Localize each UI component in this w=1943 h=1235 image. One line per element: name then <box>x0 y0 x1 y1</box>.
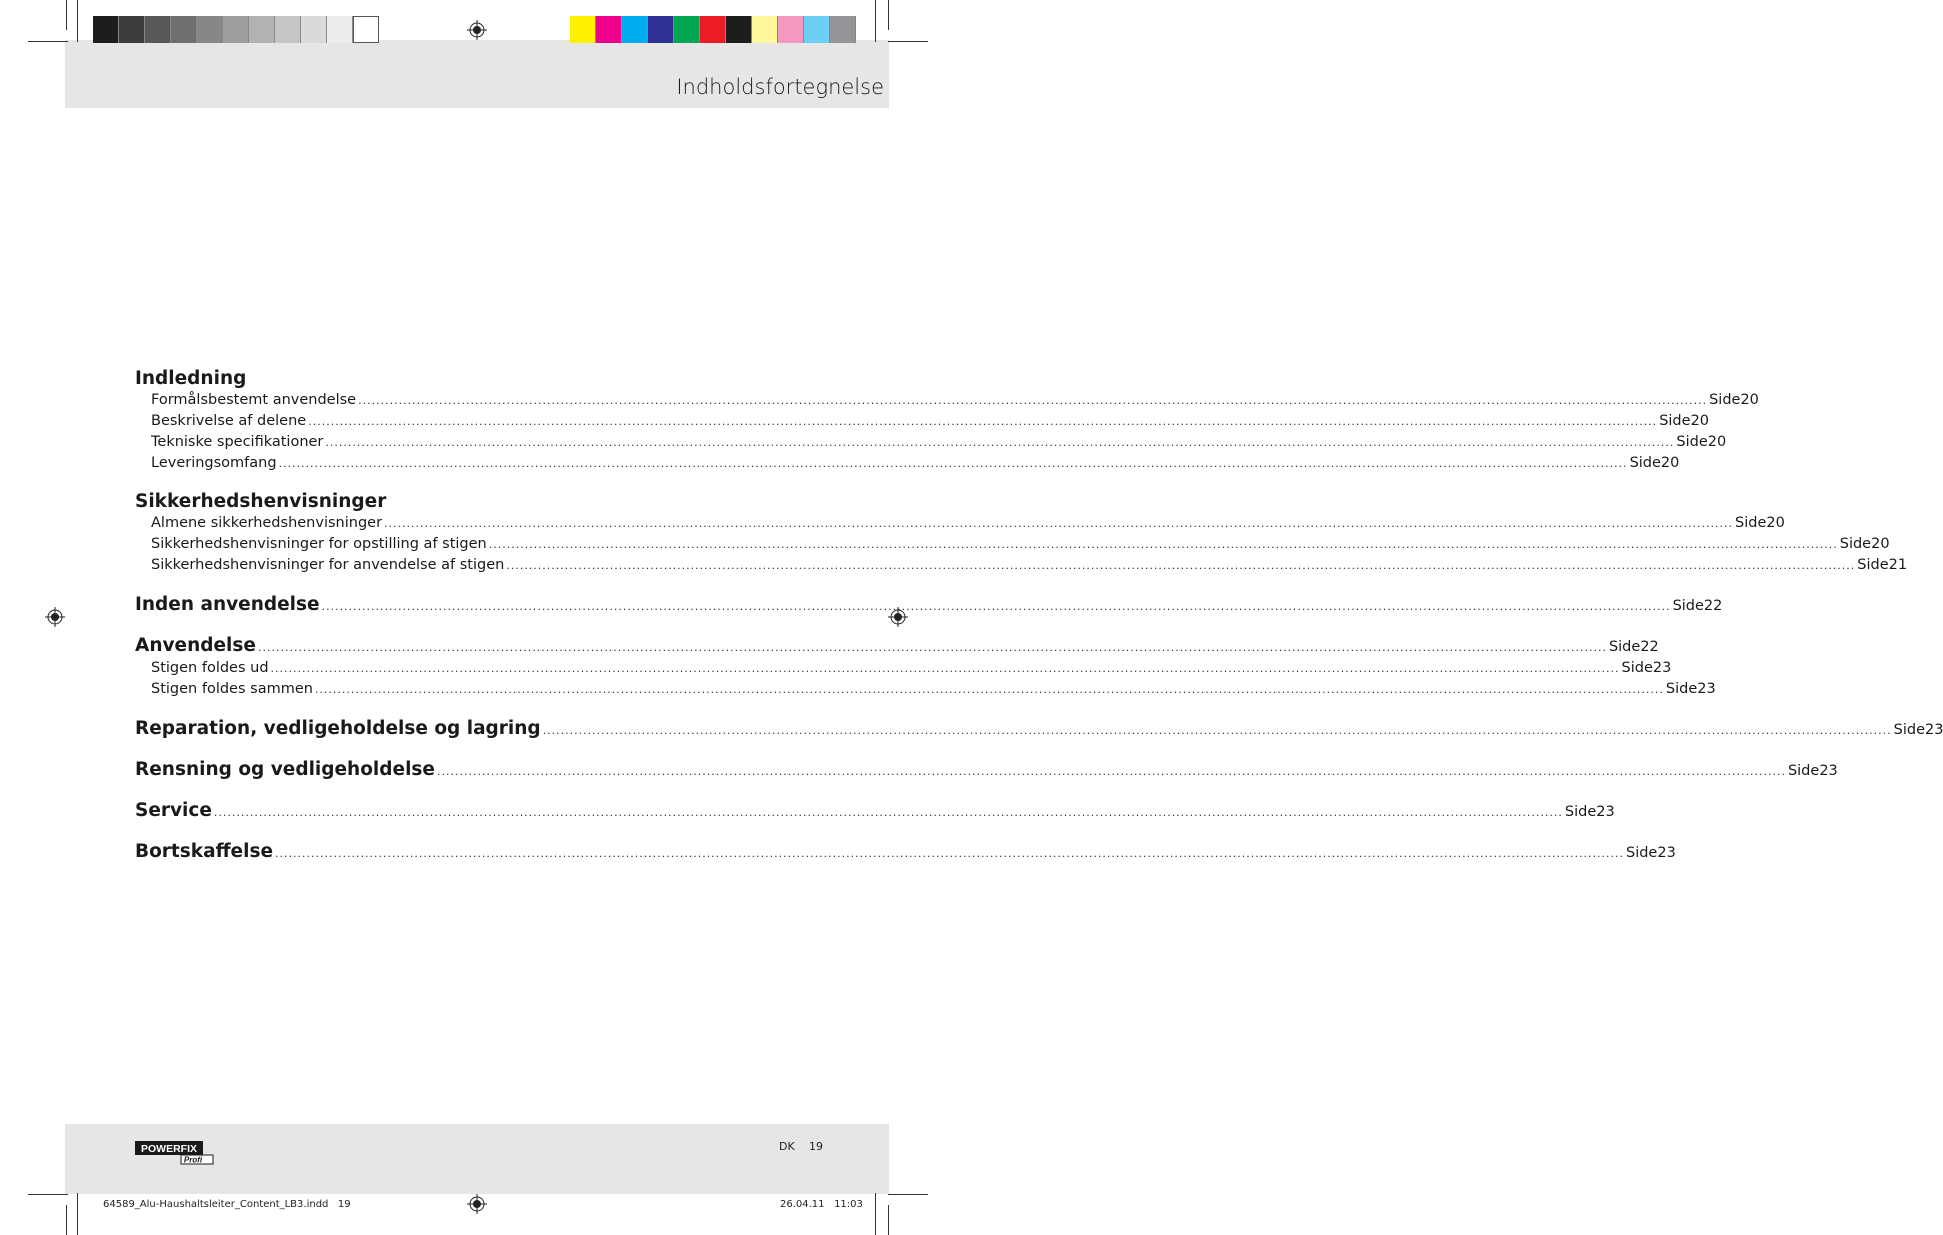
toc-page-number: 21 <box>1888 557 1908 573</box>
toc-page-word: Side <box>1659 413 1691 429</box>
toc-section <box>135 634 1716 700</box>
toc-page-word: Side <box>1672 598 1704 614</box>
toc-item-row <box>135 432 1727 453</box>
toc-leader-dots: ............................................................................................................................................................................................................................................................................................................ <box>314 683 1664 696</box>
toc-item-label: Beskrivelse af delene <box>151 413 307 429</box>
toc-leader-dots: ............................................................................................................................................................................................................................................................................................................ <box>384 517 1734 530</box>
toc-page-number: 23 <box>1596 804 1615 820</box>
process-color-swatch <box>570 16 596 43</box>
toc-item-row <box>135 411 1710 432</box>
svg-text:Profi: Profi <box>183 1155 203 1165</box>
toc-page-word: Side <box>1735 515 1767 531</box>
toc-item-row <box>135 513 1785 534</box>
toc-item-row <box>135 390 1759 411</box>
toc-item-label: Leveringsomfang <box>151 455 277 471</box>
toc-section-title: Reparation, vedligeholdelse og lagring <box>135 718 541 739</box>
toc-leader-dots: ............................................................................................................................................................................................................................................................................................................ <box>542 724 1892 737</box>
toc-section-title: Indledning <box>135 368 247 389</box>
powerfix-logo <box>135 1141 215 1169</box>
gray-swatch <box>275 16 301 43</box>
process-color-swatch <box>726 16 752 43</box>
toc-leader-dots: ............................................................................................................................................................................................................................................................................................................ <box>358 394 1708 407</box>
grayscale-color-bar <box>93 16 379 43</box>
toc-leader-dots: ............................................................................................................................................................................................................................................................................................................ <box>506 559 1856 572</box>
toc-item-label: Sikkerhedshenvisninger for anvendelse af stigen <box>151 557 505 573</box>
toc-leader-dots: ............................................................................................................................................................................................................................................................................................................ <box>308 415 1658 428</box>
toc-section-title: Service <box>135 800 212 821</box>
process-color-swatch <box>648 16 674 43</box>
toc-page-number: 20 <box>1766 515 1785 531</box>
toc-section-row <box>135 634 1659 658</box>
toc-page-word: Side <box>1621 660 1653 676</box>
toc-page-word: Side <box>1709 392 1741 408</box>
toc-section-title: Anvendelse <box>135 635 256 656</box>
toc-page-number: 20 <box>1871 536 1890 552</box>
gray-swatch <box>171 16 197 43</box>
svg-text:POWERFIX: POWERFIX <box>140 1143 198 1155</box>
toc-leader-dots: ............................................................................................................................................................................................................................................................................................................ <box>321 600 1671 613</box>
toc-page-word: Side <box>1839 536 1872 552</box>
registration-mark-icon <box>467 20 487 40</box>
gray-swatch <box>93 16 119 43</box>
toc-page-number: 23 <box>1697 681 1716 697</box>
toc-section-row <box>135 840 1676 864</box>
toc-section-title: Inden anvendelse <box>135 594 320 615</box>
toc-leader-dots: ............................................................................................................................................................................................................................................................................................................ <box>436 765 1786 778</box>
gray-swatch <box>301 16 327 43</box>
registration-mark-icon <box>45 607 65 627</box>
gray-swatch <box>145 16 171 43</box>
toc-section <box>135 799 1615 823</box>
toc-section-row <box>135 758 1838 782</box>
toc-page-number: 20 <box>1660 455 1680 471</box>
toc-section-title: Sikkerhedshenvisninger <box>135 491 387 512</box>
registration-mark-icon <box>467 1194 487 1214</box>
toc-page-word: Side <box>1665 681 1698 697</box>
toc-item-label: Tekniske specifikationer <box>151 434 324 450</box>
toc-page-word: Side <box>1564 804 1597 820</box>
toc-page-number: 23 <box>1819 763 1838 779</box>
toc-section <box>135 840 1676 864</box>
process-color-swatch <box>778 16 804 43</box>
file-info: 64589_Alu-Haushaltsleiter_Content_LB3.indd 19 <box>103 1199 351 1210</box>
language-code: DK <box>779 1140 795 1153</box>
toc-page-number: 20 <box>1740 392 1759 408</box>
toc-page-number: 22 <box>1640 639 1659 655</box>
toc-item-row <box>135 534 1890 555</box>
toc-section-row <box>135 717 1943 741</box>
toc-page-word: Side <box>1676 434 1708 450</box>
process-color-swatch <box>700 16 726 43</box>
toc-page-word: Side <box>1608 639 1641 655</box>
toc-item-row <box>135 679 1716 700</box>
print-date: 26.04.11 11:03 <box>780 1199 863 1210</box>
toc-section <box>135 368 1759 474</box>
toc-leader-dots: ............................................................................................................................................................................................................................................................................................................ <box>270 662 1620 675</box>
toc-item-row <box>135 453 1680 474</box>
toc-page-number: 23 <box>1652 660 1672 676</box>
toc-page-number: 20 <box>1707 434 1727 450</box>
toc-leader-dots: ............................................................................................................................................................................................................................................................................................................ <box>257 641 1607 654</box>
toc-section <box>135 491 1908 576</box>
process-color-swatch <box>804 16 830 43</box>
toc-page-word: Side <box>1629 455 1661 471</box>
toc-page-number: 23 <box>1925 722 1943 738</box>
gray-swatch <box>223 16 249 43</box>
page-number: 19 <box>809 1140 823 1153</box>
toc-item-label: Formålsbestemt anvendelse <box>151 392 357 408</box>
gray-swatch <box>119 16 145 43</box>
toc-item-label: Stigen foldes sammen <box>151 681 313 697</box>
toc-section <box>135 717 1943 741</box>
toc-page-word: Side <box>1893 722 1926 738</box>
toc-page-word: Side <box>1857 557 1889 573</box>
gray-swatch <box>197 16 223 43</box>
gray-swatch <box>249 16 275 43</box>
toc-page-number: 20 <box>1690 413 1710 429</box>
toc-leader-dots: ............................................................................................................................................................................................................................................................................................................ <box>325 436 1675 449</box>
toc-section <box>135 758 1838 782</box>
toc-leader-dots: ............................................................................................................................................................................................................................................................................................................ <box>278 457 1628 470</box>
process-color-swatch <box>596 16 622 43</box>
toc-section-row <box>135 593 1723 617</box>
toc-page-number: 23 <box>1657 845 1676 861</box>
toc-page-word: Side <box>1626 845 1658 861</box>
gray-swatch <box>353 16 379 43</box>
toc-section-title: Bortskaffelse <box>135 841 274 862</box>
toc-item-label: Almene sikkerhedshenvisninger <box>151 515 383 531</box>
toc-section-row <box>135 799 1615 823</box>
page-title: Indholdsfortegnelse <box>676 75 884 99</box>
process-color-swatch <box>622 16 648 43</box>
toc-page-word: Side <box>1787 763 1820 779</box>
toc-item-row <box>135 658 1672 679</box>
toc-page-number: 22 <box>1703 598 1723 614</box>
toc-section-title: Rensning og vedligeholdelse <box>135 759 435 780</box>
toc-leader-dots: ............................................................................................................................................................................................................................................................................................................ <box>213 806 1563 819</box>
toc-leader-dots: ............................................................................................................................................................................................................................................................................................................ <box>488 538 1838 551</box>
gray-swatch <box>327 16 353 43</box>
process-color-bar <box>570 16 856 43</box>
toc-item-label: Stigen foldes ud <box>151 660 269 676</box>
table-of-contents <box>135 368 1943 881</box>
toc-item-row <box>135 555 1908 576</box>
toc-leader-dots: ............................................................................................................................................................................................................................................................................................................ <box>275 847 1624 860</box>
toc-item-label: Sikkerhedshenvisninger for opstilling af stigen <box>151 536 487 552</box>
toc-section <box>135 593 1723 617</box>
process-color-swatch <box>752 16 778 43</box>
process-color-swatch <box>830 16 856 43</box>
process-color-swatch <box>674 16 700 43</box>
